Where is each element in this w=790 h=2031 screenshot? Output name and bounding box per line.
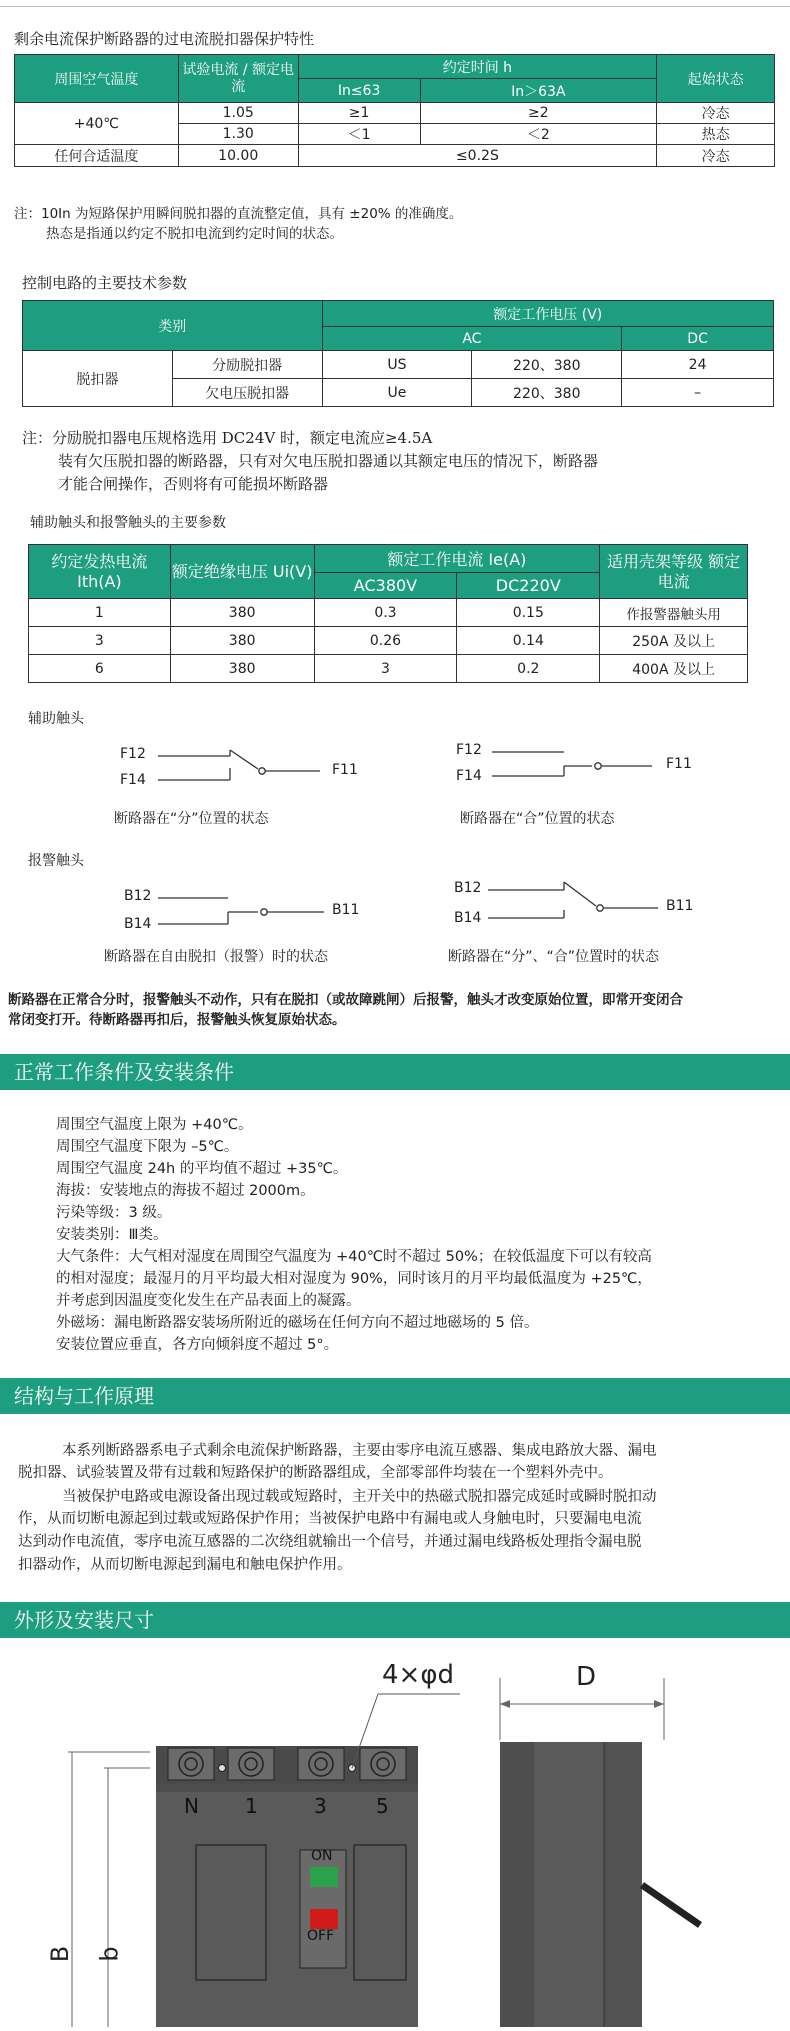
cell-release: 脱扣器: [23, 351, 173, 407]
conditions-line: 外磁场：漏电断路器安装场所附近的磁场在任何方向不超过地磁场的 5 倍。: [56, 1315, 539, 1331]
hole-dimension-label: 4×φd: [382, 1660, 454, 1690]
off-label: OFF: [307, 1928, 335, 1944]
cell: 分励脱扣器: [172, 351, 322, 379]
f11-label: F11: [332, 762, 358, 778]
cell: 24: [622, 351, 774, 379]
th-ie: 额定工作电流 Ie(A): [314, 545, 600, 573]
structure-line: 扣器动作，从而切断电源起到漏电和触电保护作用。: [18, 1557, 352, 1573]
th-frame: 适用壳架等级 额定电流: [600, 545, 748, 599]
conditions-line: 大气条件：大气相对湿度在周围空气温度为 +40℃时不超过 50%；在较低温度下可以有较高: [56, 1249, 652, 1265]
t3-title: 辅助触头和报警触头的主要参数: [30, 515, 226, 531]
cell: 6: [29, 655, 171, 683]
cell: ≥2: [420, 103, 657, 124]
structure-line: 脱扣器、试验装置及带有过载和短路保护的断路器组成，全部零部件均装在一个塑料外壳中。: [18, 1465, 613, 1481]
conditions-banner: 正常工作条件及安装条件: [0, 1054, 790, 1090]
cell: 380: [170, 599, 314, 627]
aux-title: 辅助触头: [28, 711, 84, 727]
alarm-note2: 常闭变打开。待断路器再扣后，报警触头恢复原始状态。: [8, 1012, 346, 1028]
cell-temp-40: +40℃: [15, 103, 179, 145]
t1-note2: 热态是指通以约定不脱扣电流到约定时间的状态。: [46, 226, 343, 242]
dimensions-banner: 外形及安装尺寸: [0, 1602, 790, 1638]
conditions-line: 污染等级：3 级。: [56, 1205, 172, 1221]
cell: 作报警器触头用: [600, 599, 748, 627]
depth-dimension-label: D: [576, 1662, 597, 1692]
height-dimension-label: B: [46, 1945, 75, 1963]
f14-label: F14: [120, 772, 146, 788]
alarm-normal-caption: 断路器在“分”、“合”位置时的状态: [448, 949, 660, 965]
th-dc220: DC220V: [457, 573, 600, 599]
b11-label: B11: [332, 902, 360, 918]
th-current: 试验电流 / 额定电流: [178, 55, 298, 103]
conditions-line: 并考虑到因温度变化发生在产品表面上的凝露。: [56, 1293, 361, 1309]
conditions-line: 安装位置应垂直，各方向倾斜度不超过 5°。: [56, 1337, 339, 1353]
aux-closed-diagram: [452, 736, 712, 796]
cell: ≤0.2S: [298, 145, 657, 167]
cell: 1.30: [178, 124, 298, 145]
th-dc: DC: [622, 327, 774, 351]
structure-line: 当被保护电路或电源设备出现过载或短路时，主开关中的热磁式脱扣器完成延时或瞬时脱扣动: [62, 1489, 657, 1505]
b12-label: B12: [454, 880, 482, 896]
cell: 0.3: [314, 599, 457, 627]
cell: 1: [29, 599, 171, 627]
conditions-line: 周围空气温度 24h 的平均值不超过 +35℃。: [56, 1161, 348, 1177]
conditions-line: 的相对湿度；最湿月的月平均最大相对湿度为 90%，同时该月的月平均最低温度为 +25℃，: [56, 1271, 652, 1287]
cell: 3: [29, 627, 171, 655]
conditions-line: 海拔：安装地点的海拔不超过 2000m。: [56, 1183, 315, 1199]
t1-title: 剩余电流保护断路器的过电流脱扣器保护特性: [14, 30, 315, 48]
alarm-free-caption: 断路器在自由脱扣（报警）时的状态: [104, 949, 328, 965]
t2-note1: 注：分励脱扣器电压规格选用 DC24V 时，额定电流应≥4.5A: [22, 429, 433, 447]
th-ac: AC: [322, 327, 622, 351]
cell: 10.00: [178, 145, 298, 167]
control-table: [22, 300, 774, 407]
cell: 400A 及以上: [600, 655, 748, 683]
terminal-3-label: 3: [314, 1794, 327, 1818]
conditions-line: 安装类别：Ⅲ类。: [56, 1227, 168, 1243]
th-ac380: AC380V: [314, 573, 457, 599]
on-label: ON: [311, 1848, 333, 1864]
top-rule: [0, 0, 790, 7]
inner-height-dimension-label: b: [95, 1946, 124, 1962]
cell: –: [622, 379, 774, 407]
cell: 热态: [657, 124, 775, 145]
dimension-drawing: [0, 1660, 790, 2027]
alarm-title: 报警触头: [28, 853, 84, 869]
cell: 250A 及以上: [600, 627, 748, 655]
th-time: 约定时间 h: [298, 55, 657, 79]
contact-table: [28, 544, 748, 683]
f14-label: F14: [456, 768, 482, 784]
conditions-line: 周围空气温度下限为 –5℃。: [56, 1139, 239, 1155]
alarm-note1: 断路器在正常合分时，报警触头不动作，只有在脱扣（或故障跳闸）后报警，触头才改变原始位置，即常开变闭合: [8, 992, 683, 1008]
f12-label: F12: [120, 746, 146, 762]
cell: 380: [170, 655, 314, 683]
th-temp: 周围空气温度: [15, 55, 179, 103]
b12-label: B12: [124, 888, 152, 904]
alarm-normal-diagram: [452, 872, 712, 936]
f11-label: F11: [666, 756, 692, 772]
cell: 任何合适温度: [15, 145, 179, 167]
cell: 0.14: [457, 627, 600, 655]
cell: 220、380: [472, 351, 622, 379]
cell: ＜2: [420, 124, 657, 145]
aux-closed-caption: 断路器在“合”位置的状态: [460, 811, 615, 827]
cell: 冷态: [657, 103, 775, 124]
cell: 欠电压脱扣器: [172, 379, 322, 407]
terminal-5-label: 5: [376, 1794, 389, 1818]
b14-label: B14: [454, 910, 482, 926]
terminal-1-label: 1: [245, 1794, 258, 1818]
cell: 0.2: [457, 655, 600, 683]
th-ith: 约定发热电流 Ith(A): [29, 545, 171, 599]
t2-note2: 装有欠压脱扣器的断路器，只有对欠电压脱扣器通以其额定电压的情况下，断路器: [58, 452, 599, 470]
cell: 380: [170, 627, 314, 655]
cell: 220、380: [472, 379, 622, 407]
th-in63: In≤63: [298, 79, 420, 103]
cell: Ue: [322, 379, 472, 407]
th-voltage: 额定工作电压 (V): [322, 301, 773, 327]
th-ui: 额定绝缘电压 Ui(V): [170, 545, 314, 599]
th-in63plus: In＞63A: [420, 79, 657, 103]
cell: US: [322, 351, 472, 379]
structure-line: 作，从而切断电源起到过载或短路保护作用；当被保护电路中有漏电或人身触电时，只要漏电电流: [18, 1511, 642, 1527]
aux-open-diagram: [120, 736, 380, 796]
structure-banner: 结构与工作原理: [0, 1378, 790, 1414]
cell: ＜1: [298, 124, 420, 145]
cell: 冷态: [657, 145, 775, 167]
cell: 0.26: [314, 627, 457, 655]
conditions-line: 周围空气温度上限为 +40℃。: [56, 1117, 253, 1133]
structure-line: 本系列断路器系电子式剩余电流保护断路器，主要由零序电流互感器、集成电路放大器、漏电: [62, 1443, 657, 1459]
th-state: 起始状态: [657, 55, 775, 103]
terminal-n-label: N: [184, 1794, 199, 1818]
cell: 1.05: [178, 103, 298, 124]
cell: ≥1: [298, 103, 420, 124]
t2-title: 控制电路的主要技术参数: [22, 274, 188, 292]
b14-label: B14: [124, 916, 152, 932]
structure-line: 达到动作电流值，零序电流互感器的二次绕组就输出一个信号，并通过漏电线路板处理指令漏电脱: [18, 1534, 642, 1550]
b11-label: B11: [666, 898, 694, 914]
t1-note1: 注：10In 为短路保护用瞬间脱扣器的直流整定值，具有 ±20% 的准确度。: [14, 206, 463, 222]
alarm-free-diagram: [124, 880, 384, 940]
th-category: 类别: [23, 301, 323, 351]
breaker-outline-svg: [0, 1660, 790, 2027]
cell: 3: [314, 655, 457, 683]
f12-label: F12: [456, 742, 482, 758]
aux-open-caption: 断路器在“分”位置的状态: [114, 811, 269, 827]
overcurrent-table: [14, 54, 775, 167]
t2-note3: 才能合闸操作，否则将有可能损坏断路器: [58, 475, 329, 493]
cell: 0.15: [457, 599, 600, 627]
